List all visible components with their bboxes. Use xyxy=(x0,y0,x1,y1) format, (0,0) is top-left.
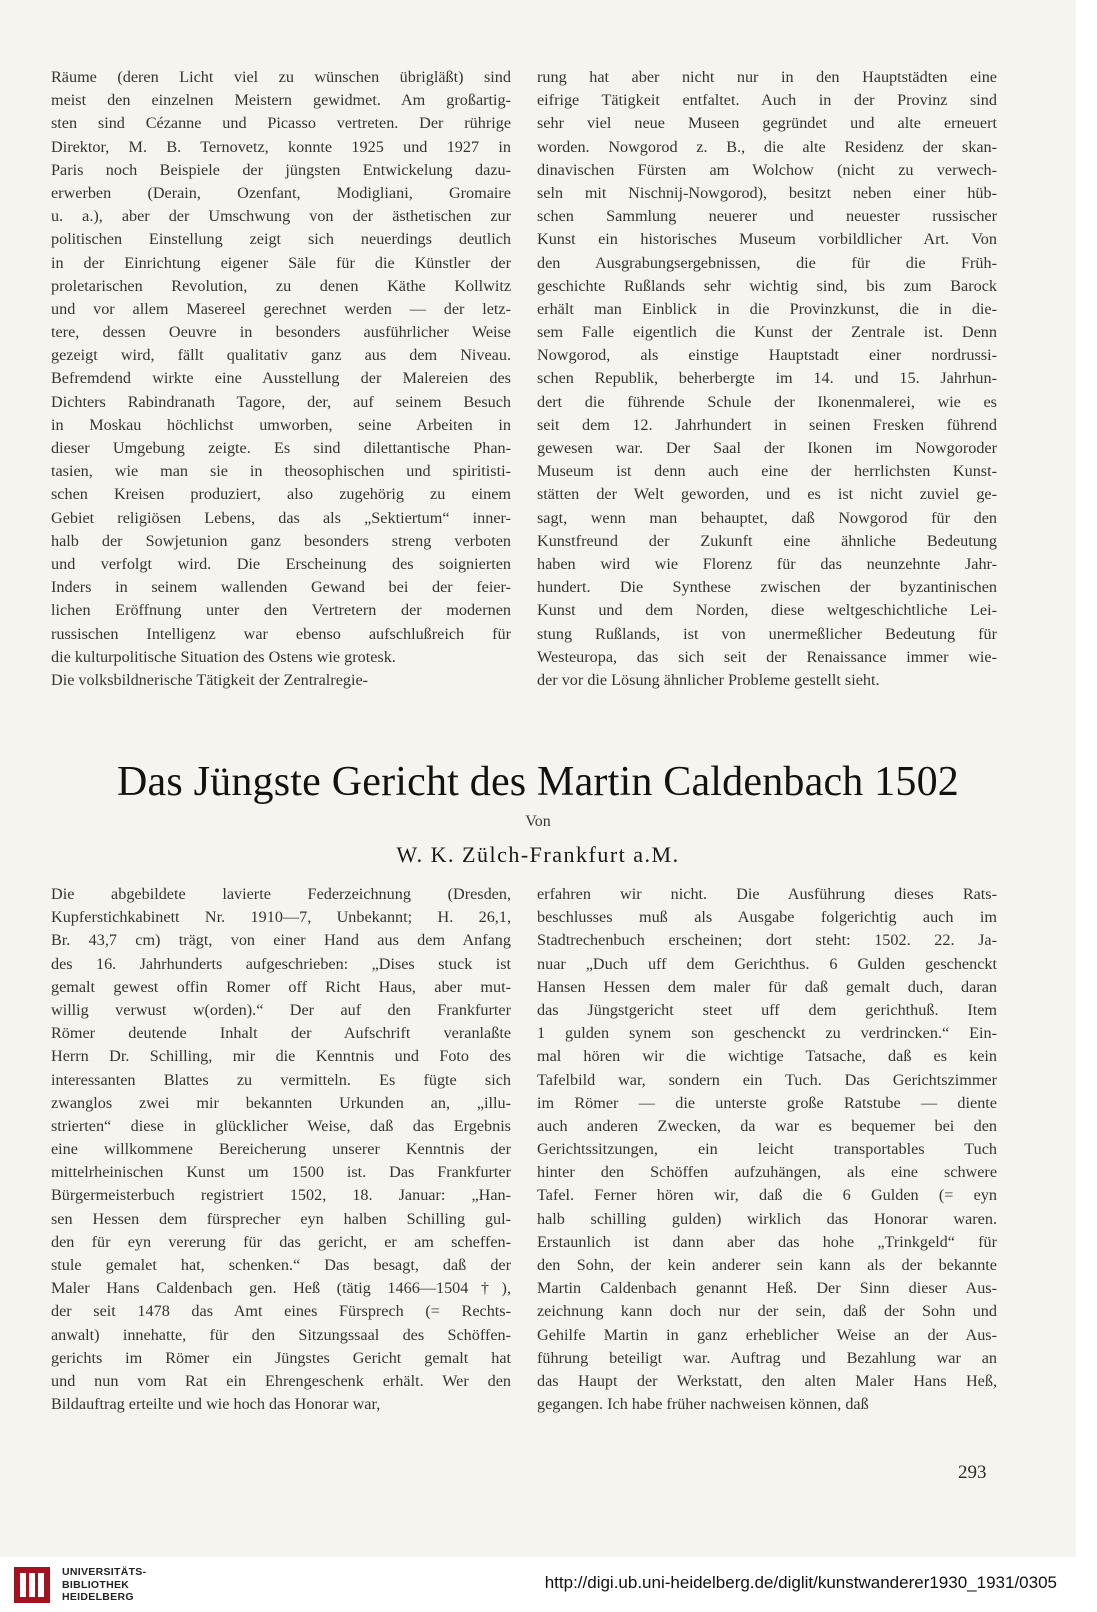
text-line: Martin Caldenbach genannt Heß. Der Sinn dieser Aus- xyxy=(537,1279,997,1298)
text-line: in der Einrichtung eigener Säle für die Künstler der xyxy=(51,253,511,272)
text-line: Paris noch Beispiele der jüngsten Entwickelung dazu- xyxy=(51,160,511,179)
text-line: das Haupt der Werkstatt, den alten Maler Hans Heß, xyxy=(537,1371,997,1390)
text-line: Die abgebildete lavierte Federzeichnung (Dresden, xyxy=(51,885,511,903)
library-name-line: UNIVERSITÄTS- xyxy=(62,1566,147,1578)
text-line: Westeuropa, das sich seit der Renaissance immer wie- xyxy=(537,647,997,666)
text-line: schen Sammlung neuerer und neuester russischer xyxy=(537,207,997,226)
text-line: hinter den Schöffen aufzuhängen, als eine schwere xyxy=(537,1163,997,1182)
library-name-line: HEIDELBERG xyxy=(62,1591,134,1603)
text-line: proletarischen Revolution, zu denen Käthe Kollwitz xyxy=(51,276,511,295)
text-line: Die volksbildnerische Tätigkeit der Zentralregie- xyxy=(51,670,369,689)
byline-von: Von xyxy=(525,813,551,830)
text-line: schen Republik, beherbergte im 14. und 15. Jahrhun- xyxy=(537,369,997,388)
text-line: Kunstfreund der Zukunft eine ähnliche Bedeutung xyxy=(537,531,997,550)
text-line: den Sohn, der kein anderer sein kann als der bekannte xyxy=(537,1256,997,1274)
text-line: gegangen. Ich habe früher nachweisen können, daß xyxy=(537,1395,869,1414)
text-line: führung beteiligt war. Auftrag und Bezahlung war an xyxy=(537,1348,997,1367)
text-line: Herrn Dr. Schilling, mir die Kenntnis und Foto des xyxy=(51,1047,511,1066)
text-line: der seit 1478 das Amt eines Fürsprech (= Rechts- xyxy=(51,1302,511,1321)
text-line: gerichts im Römer ein Jüngstes Gericht gemalt hat xyxy=(51,1348,511,1367)
text-line: geschichte Rußlands sehr wichtig sind, bis zum Barock xyxy=(537,276,997,295)
text-line: Dichters Rabindranath Tagore, der, auf seinem Besuch xyxy=(51,392,511,411)
text-line: haben wird wie Florenz für das neunzehnte Jahr- xyxy=(537,554,997,573)
text-line: zeichnung kann doch nur der sein, daß der Sohn und xyxy=(537,1302,997,1321)
text-line: Hansen Hessen dem maler für daß gemalt duch, daran xyxy=(537,977,997,996)
text-line: erfahren wir nicht. Die Ausführung dieses Rats- xyxy=(537,885,997,903)
text-line: sten sind Cézanne und Picasso vertreten. Der rührige xyxy=(51,114,511,133)
text-line: der vor die Lösung ähnlicher Probleme gestellt sieht. xyxy=(537,670,880,689)
text-line: gezeigt wird, fällt qualitativ ganz aus dem Niveau. xyxy=(51,346,511,365)
text-line: Römer deutende Inhalt der Aufschrift veranlaßte xyxy=(51,1024,511,1043)
text-line: gemalt gewest offin Romer off Richt Haus, aber mut- xyxy=(51,977,511,996)
text-line: dieser Umgebung zeigte. Es sind dilettantische Phan- xyxy=(51,439,511,457)
text-line: sagt, wenn man behauptet, daß Nowgorod für den xyxy=(537,508,997,527)
page-number: 293 xyxy=(958,1462,987,1483)
text-line: hundert. Die Synthese zwischen der byzantinischen xyxy=(537,578,997,597)
prev-article-column-right xyxy=(537,66,997,692)
text-line: Gebiet religiösen Lebens, das als „Sektiertum“ inner- xyxy=(51,508,511,527)
article-column-left xyxy=(51,883,511,1416)
text-line: Direktor, M. B. Ternovetz, konnte 1925 und 1927 in xyxy=(51,137,511,156)
text-line: willig verwust w(orden).“ Der auf den Frankfurter xyxy=(51,1000,511,1019)
text-line: Museum ist denn auch eine der herrlichsten Kunst- xyxy=(537,462,997,481)
text-line: und nun vom Rat ein Ehrengeschenk erhält. Wer den xyxy=(51,1371,511,1390)
university-library-logo-icon xyxy=(12,1565,52,1605)
text-line: Tafelbild war, sondern ein Tuch. Das Gerichtszimmer xyxy=(537,1070,997,1089)
prev-article-column-left xyxy=(51,66,511,692)
text-line: worden. Nowgorod z. B., die alte Residenz der skan- xyxy=(537,137,997,156)
text-line: Kupferstichkabinett Nr. 1910—7, Unbekannt; H. 26,1, xyxy=(51,908,511,927)
text-line: erwerben (Derain, Ozenfant, Modigliani, Gromaire xyxy=(51,183,511,202)
text-line: Befremdend wirkte eine Ausstellung der Malereien des xyxy=(51,369,511,388)
text-line: Räume (deren Licht viel zu wünschen übrigläßt) sind xyxy=(51,68,511,86)
text-line: den für eyn vererung für das gericht, er am scheffen- xyxy=(51,1232,511,1251)
text-line: beschlusses muß als Ausgabe folgerichtig auch im xyxy=(537,908,997,927)
text-line: seln mit Nischnij-Nowgorod), besitzt neben einer hüb- xyxy=(537,183,997,202)
text-line: halb schilling gulden) wirklich das Honorar waren. xyxy=(537,1209,997,1228)
text-line: Kunst und dem Norden, diese weltgeschichtliche Lei- xyxy=(537,601,997,620)
text-line: in Moskau höchlichst umworben, seine Arbeiten in xyxy=(51,415,511,434)
text-line: Inders in seinem wallenden Gewand bei der feier- xyxy=(51,578,511,597)
text-line: sen Hessen dem fürsprecher eyn halben Schilling gul- xyxy=(51,1209,511,1228)
text-line: die kulturpolitische Situation des Ostens wie grotesk. xyxy=(51,647,396,666)
text-line: eine willkommene Bereicherung unserer Kenntnis der xyxy=(51,1140,511,1159)
text-line: tere, dessen Oeuvre in besonders ausführlicher Weise xyxy=(51,323,511,342)
text-line: sehr viel neue Museen gegründet und alte erneuert xyxy=(537,114,997,133)
text-line: Br. 43,7 cm) trägt, von einer Hand aus dem Anfang xyxy=(51,931,511,950)
text-line: rung hat aber nicht nur in den Hauptstädten eine xyxy=(537,68,997,86)
text-line: erhält man Einblick in die Provinzkunst, die in die- xyxy=(537,299,997,318)
text-line: Gerichtssitzungen, ein leicht transportables Tuch xyxy=(537,1140,997,1159)
text-line: Bildauftrag erteilte und wie hoch das Honorar war, xyxy=(51,1395,381,1414)
text-line: politischen Einstellung zeigt sich neuerdings deutlich xyxy=(51,230,511,249)
text-line: Erstaunlich ist dann aber das hohe „Trinkgeld“ für xyxy=(537,1232,997,1251)
library-name-line: BIBLIOTHEK xyxy=(62,1578,130,1591)
text-line: den Ausgrabungsergebnissen, die für die Früh- xyxy=(537,253,997,272)
text-line: Nowgorod, als einstige Hauptstadt einer nordrussi- xyxy=(537,346,997,365)
text-line: dinavischen Fürsten am Wolchow (nicht zu verwech- xyxy=(537,160,997,179)
byline-author: W. K. Zülch-Frankfurt a.M. xyxy=(396,842,680,867)
text-line: des 16. Jahrhunderts aufgeschrieben: „Dises stuck ist xyxy=(51,954,511,973)
text-line: Maler Hans Caldenbach gen. Heß (tätig 1466—1504†), xyxy=(51,1279,511,1298)
text-line: interessanten Blattes zu vermitteln. Es fügte sich xyxy=(51,1070,511,1089)
text-line: Bürgermeisterbuch registriert 1502, 18. Januar: „Han- xyxy=(51,1186,511,1205)
text-line: 1 gulden synem son geschenckt zu verdrincken.“ Ein- xyxy=(537,1024,997,1043)
article-title: Das Jüngste Gericht des Martin Caldenbach 1502 xyxy=(116,759,959,805)
footer-bar xyxy=(0,1557,1097,1612)
text-line: tasien, wie man sie in theosophischen und spiritisti- xyxy=(51,462,511,481)
text-line: Kunst ein historisches Museum vorbildlicher Art. Von xyxy=(537,230,997,249)
text-line: im Römer — die unterste große Ratstube — diente xyxy=(537,1093,997,1112)
text-line: Tafel. Ferner hören wir, daß die 6 Gulden (= eyn xyxy=(537,1186,997,1205)
article-column-right xyxy=(537,883,997,1416)
text-line: strierten“ diese in glücklicher Weise, daß das Ergebnis xyxy=(51,1116,511,1135)
library-name xyxy=(62,1566,146,1604)
text-line: auch anderen Zwecken, da war es bequemer bei den xyxy=(537,1116,997,1135)
source-url-link[interactable]: http://digi.ub.uni-heidelberg.de/diglit/kunstwanderer1930_1931/0305 xyxy=(544,1573,1057,1592)
text-line: zwanglos zwei mir bekannten Urkunden an, „illu- xyxy=(51,1093,511,1112)
text-line: und vor allem Masereel gerechnet werden — der letz- xyxy=(51,299,511,318)
text-line: Gehilfe Martin in ganz erheblicher Weise an der Aus- xyxy=(537,1325,997,1344)
text-line: stung Rußlands, ist von unermeßlicher Bedeutung für xyxy=(537,624,997,643)
text-line: anwalt) innehatte, für den Sitzungssaal des Schöffen- xyxy=(51,1325,511,1344)
text-line: schen Kreisen produziert, also zugehörig zu einem xyxy=(51,485,511,504)
text-line: stätten der Welt geworden, und es ist nicht zuviel ge- xyxy=(537,485,997,504)
text-line: gewesen war. Der Saal der Ikonen im Nowgoroder xyxy=(537,439,997,457)
text-line: mittelrheinischen Kunst um 1500 ist. Das Frankfurter xyxy=(51,1163,511,1182)
text-line: und verfolgt wird. Die Erscheinung des soignierten xyxy=(51,554,511,573)
text-line: Stadtrechenbuch erscheinen; dort steht: 1502. 22. Ja- xyxy=(537,931,997,950)
text-line: meist den einzelnen Meistern gewidmet. Am großartig- xyxy=(51,91,511,110)
text-line: stule gemalet hat, schenken.“ Das besagt, daß der xyxy=(51,1256,511,1274)
text-line: seit dem 12. Jahrhundert in seinen Fresken führend xyxy=(537,415,997,434)
text-line: das Jüngstgericht steet uff dem gerichthuß. Item xyxy=(537,1000,997,1019)
text-line: eifrige Tätigkeit entfaltet. Auch in der Provinz sind xyxy=(537,91,997,110)
text-line: u. a.), aber der Umschwung von der ästhetischen zur xyxy=(51,207,511,226)
text-line: russischen Intelligenz war ebenso aufschlußreich für xyxy=(51,624,511,643)
text-line: sem Falle eigentlich die Kunst der Zentrale ist. Denn xyxy=(537,323,997,342)
text-line: lichen Eröffnung unter den Vertretern der modernen xyxy=(51,601,511,620)
text-line: dert die führende Schule der Ikonenmalerei, wie es xyxy=(537,392,997,411)
text-line: halb der Sowjetunion ganz besonders streng verboten xyxy=(51,531,511,550)
text-line: nuar „Duch uff dem Gerichthus. 6 Gulden geschenckt xyxy=(537,954,997,973)
text-line: mal hören wir die wichtige Tatsache, daß es kein xyxy=(537,1047,997,1066)
